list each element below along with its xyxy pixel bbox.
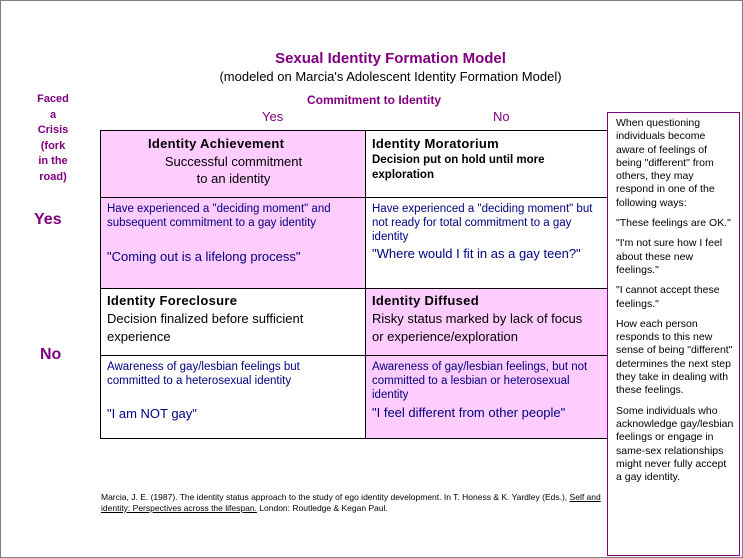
diffused-detail-cell [366, 356, 609, 438]
crisis-line: (fork [40, 139, 66, 152]
diffused-detail: Awareness of gay/lesbian feelings, but not committed to a lesbian or heterosexual identity [372, 361, 588, 401]
crisis-line: in the [38, 155, 68, 167]
row-yes-label: Yes [34, 211, 62, 228]
sidebar-paragraph: When questioning individuals become aware of feelings of being "different" from others, they may respond in one of the following ways: [616, 117, 715, 209]
achievement-quote: "Coming out is a lifelong process" [107, 249, 301, 264]
slide-title: Sexual Identity Formation Model [275, 50, 506, 67]
diffused-quote: "I feel different from other people" [372, 405, 566, 420]
moratorium-cell [366, 131, 609, 198]
moratorium-detail-cell [366, 198, 609, 289]
diffused-subhead: Risky status marked by lack of focus or experience/exploration [372, 311, 583, 344]
foreclosure-detail-cell [101, 356, 366, 438]
moratorium-detail: Have experienced a "deciding moment" but not ready for total commitment to a gay identity [372, 203, 593, 243]
crisis-line: road) [39, 170, 67, 183]
commitment-axis-label: Commitment to Identity [307, 93, 441, 107]
achievement-heading: Identity Achievement [148, 136, 285, 151]
diffused-heading: Identity Diffused [372, 293, 479, 308]
sidebar-paragraph: How each person responds to this new sense of being "different" determines the next step they take in dealing with these feelings. [616, 317, 733, 397]
moratorium-subhead: Decision put on hold until more exploration [372, 154, 545, 181]
sidebar-paragraph: "These feelings are OK." [616, 217, 731, 230]
achievement-detail: Have experienced a "deciding moment" and subsequent commitment to a gay identity [107, 203, 331, 229]
column-yes-label: Yes [262, 109, 284, 124]
responses-sidebar [607, 112, 740, 556]
crisis-line: a [49, 108, 57, 121]
crisis-line: Crisis [37, 124, 69, 136]
achievement-cell [101, 131, 366, 198]
sidebar-paragraph: "I cannot accept these feelings." [616, 284, 720, 310]
foreclosure-subhead: Decision finalized before sufficient experience [107, 311, 304, 344]
foreclosure-heading: Identity Foreclosure [107, 293, 238, 308]
sidebar-paragraph: Some individuals who acknowledge gay/lesbian feelings or engage in same-sex relationships might never fully accept a gay identity. [616, 404, 734, 484]
achievement-description [101, 153, 366, 187]
foreclosure-quote: "I am NOT gay" [107, 406, 197, 421]
achievement-line-1: Successful commitment [164, 154, 303, 169]
identity-matrix [100, 130, 609, 439]
achievement-line-2: to an identity [196, 171, 271, 186]
sidebar-paragraph: "I'm not sure how I feel about these new feelings." [616, 237, 723, 276]
moratorium-quote: "Where would I fit in as a gay teen?" [372, 246, 581, 261]
row-no-label: No [40, 346, 62, 363]
foreclosure-cell [101, 289, 366, 356]
reference-text: Marcia, J. E. (1987). The identity status approach to the study of ego identity development. In T. Honess & K. Yardley (Eds.), [101, 492, 570, 502]
column-no-label: No [493, 109, 510, 124]
moratorium-heading: Identity Moratorium [372, 136, 500, 151]
crisis-axis-label [30, 92, 76, 185]
crisis-line: Faced [37, 93, 69, 105]
achievement-detail-cell [101, 198, 366, 289]
foreclosure-detail: Awareness of gay/lesbian feelings but committed to a heterosexual identity [107, 361, 300, 387]
reference-publisher: London: Routledge & Kegan Paul. [256, 503, 388, 513]
diffused-cell [366, 289, 609, 356]
reference-citation [101, 492, 601, 514]
reference-book-title: Self and identity: Perspectives across the lifespan. [101, 492, 601, 513]
slide-subtitle: (modeled on Marcia's Adolescent Identity Formation Model) [219, 69, 562, 84]
